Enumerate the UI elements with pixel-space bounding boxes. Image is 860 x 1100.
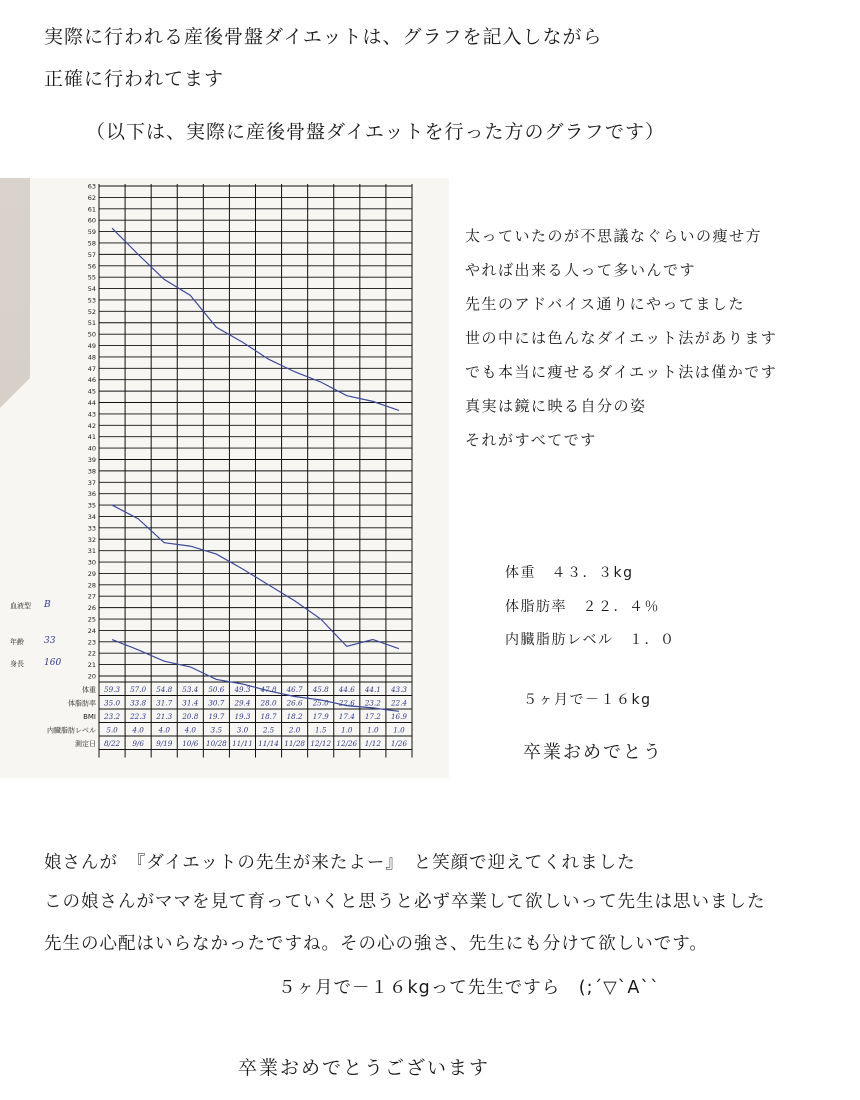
table-cell: 3.0 (236, 725, 249, 735)
y-tick-label: 22 (87, 649, 96, 658)
table-cell: 43.3 (390, 685, 407, 694)
y-tick-label: 37 (87, 478, 96, 487)
table-cell: 3.5 (210, 725, 223, 735)
chart-photo (0, 178, 449, 778)
table-cell: 47.8 (260, 685, 277, 694)
table-cell: 31.4 (182, 698, 199, 708)
poem-line: でも本当に痩せるダイエット法は僅かです (465, 363, 778, 381)
y-tick-label: 33 (87, 524, 96, 533)
y-tick-label: 43 (87, 410, 96, 419)
table-row-label: 体脂肪率 (68, 699, 96, 708)
table-row-label: 内臓脂肪レベル (47, 726, 96, 735)
y-tick-label: 56 (87, 262, 96, 271)
table-cell: 33.8 (130, 698, 147, 708)
y-tick-label: 39 (87, 455, 96, 464)
stat-visceral: 内臓脂肪レベル １．０ (505, 632, 676, 648)
y-tick-label: 23 (87, 638, 96, 647)
table-cell: 22.4 (390, 698, 407, 708)
table-cell: 19.3 (234, 712, 251, 721)
y-tick-label: 26 (87, 604, 96, 613)
table-cell: 4.0 (158, 725, 170, 735)
y-tick-label: 55 (87, 273, 96, 282)
table-cell: 17.9 (312, 712, 329, 721)
table-cell: 25.0 (312, 698, 329, 708)
y-tick-label: 53 (87, 296, 96, 305)
poem-line: 世の中には色んなダイエット法があります (465, 329, 778, 347)
y-tick-label: 47 (87, 364, 96, 373)
table-cell: 10/6 (182, 739, 199, 748)
table-cell: 16.9 (390, 712, 407, 721)
stat-weight: 体重 ４３．３kg (505, 565, 634, 581)
table-cell: 28.0 (260, 698, 277, 708)
table-cell: 5.0 (106, 725, 118, 735)
y-tick-label: 46 (87, 376, 96, 385)
side-label: 血液型 (10, 602, 31, 610)
table-row-label: 体重 (82, 686, 96, 694)
y-tick-label: 51 (87, 319, 96, 328)
y-tick-label: 27 (87, 592, 96, 601)
y-tick-label: 58 (87, 239, 96, 248)
table-cell: 1.5 (314, 725, 327, 735)
table-cell: 2.0 (288, 725, 301, 735)
y-tick-label: 32 (87, 535, 96, 544)
table-cell: 53.4 (182, 685, 199, 694)
poem-line: 真実は鏡に映る自分の姿 (465, 397, 647, 415)
y-tick-label: 57 (87, 250, 96, 259)
table-row-label: 測定日 (75, 740, 96, 748)
y-tick-label: 40 (87, 444, 96, 453)
y-tick-label: 30 (87, 558, 96, 567)
footer-line-4: ５ヶ月で－１６kgって先生ですら (;´▽`A`` (278, 978, 660, 998)
y-tick-label: 34 (87, 512, 96, 521)
table-cell: 10/28 (206, 739, 227, 748)
stat-congrats: 卒業おめでとう (523, 742, 663, 763)
poem-line: 太っていたのが不思議なぐらいの痩せ方 (465, 227, 763, 245)
y-tick-label: 48 (87, 353, 96, 362)
table-cell: 1/26 (390, 739, 408, 748)
table-cell: 18.2 (286, 712, 303, 721)
table-cell: 17.2 (364, 712, 381, 721)
table-cell: 9/19 (156, 739, 173, 748)
y-tick-label: 50 (87, 330, 96, 339)
table-cell: 54.8 (156, 685, 173, 694)
table-cell: 8/22 (103, 739, 121, 748)
table-cell: 29.4 (234, 698, 251, 708)
paper-sheet (0, 178, 449, 778)
y-tick-label: 31 (87, 547, 96, 556)
footer-line-2: この娘さんがママを見て育っていくと思うと必ず卒業して欲しいって先生は思いました (44, 892, 766, 912)
y-tick-label: 25 (87, 615, 96, 624)
table-cell: 31.7 (156, 698, 173, 708)
weight-chart (0, 178, 449, 778)
table-cell: 49.3 (234, 685, 251, 694)
side-label: 年齢 (10, 638, 24, 646)
side-label-value: 160 (44, 658, 62, 668)
y-tick-label: 20 (87, 672, 96, 681)
table-cell: 23.2 (364, 698, 381, 708)
y-tick-label: 41 (87, 433, 96, 442)
closing-message: 卒業おめでとうございます (238, 1057, 491, 1079)
table-cell: 23.2 (104, 712, 121, 721)
table-cell: 4.0 (132, 725, 144, 735)
table-cell: 57.0 (130, 685, 147, 694)
poem-line: それがすべてです (465, 431, 597, 449)
table-cell: 11/14 (258, 739, 279, 748)
intro-note: （以下は、実際に産後骨盤ダイエットを行った方のグラフです） (86, 121, 666, 143)
intro-line-2: 正確に行われてます (44, 68, 225, 90)
table-cell: 1.0 (367, 725, 379, 735)
table-cell: 1.0 (393, 725, 405, 735)
y-tick-label: 35 (87, 501, 96, 510)
stat-body-fat: 体脂肪率 ２２．４％ (505, 599, 660, 615)
stat-summary: ５ヶ月で－１６kg (523, 692, 652, 708)
table-cell: 18.7 (260, 712, 277, 721)
table-cell: 2.5 (262, 725, 275, 735)
y-tick-label: 62 (87, 193, 96, 202)
side-label-value: B (44, 600, 51, 610)
y-tick-label: 45 (87, 387, 96, 396)
y-tick-label: 38 (87, 467, 96, 476)
table-cell: 12/12 (310, 739, 332, 748)
side-label-value: 33 (44, 636, 56, 646)
table-cell: 22.3 (130, 712, 147, 721)
table-cell: 19.7 (208, 712, 225, 721)
y-tick-label: 44 (87, 399, 96, 408)
table-cell: 21.3 (156, 712, 173, 721)
table-cell: 11/28 (284, 739, 305, 748)
table-cell: 1.0 (341, 725, 353, 735)
table-cell: 9/6 (132, 739, 144, 748)
table-cell: 17.4 (338, 712, 355, 721)
poem-line: やれば出来る人って多いんです (465, 261, 697, 279)
table-cell: 22.6 (338, 698, 355, 708)
table-cell: 45.8 (312, 685, 329, 694)
table-cell: 44.6 (338, 685, 355, 694)
table-cell: 44.1 (364, 685, 381, 694)
table-cell: 50.6 (208, 685, 225, 694)
y-tick-label: 63 (87, 182, 96, 191)
y-tick-label: 29 (87, 569, 96, 578)
table-cell: 46.7 (286, 685, 303, 694)
y-tick-label: 28 (87, 581, 96, 590)
y-tick-label: 54 (87, 285, 96, 294)
footer-line-3: 先生の心配はいらなかったですね。その心の強さ、先生にも分けて欲しいです。 (44, 934, 708, 954)
table-cell: 30.7 (208, 698, 225, 708)
table-cell: 20.8 (182, 712, 199, 721)
y-tick-label: 21 (87, 661, 96, 670)
y-tick-label: 61 (87, 205, 96, 214)
table-cell: 59.3 (104, 685, 121, 694)
table-row-label: BMI (83, 713, 96, 721)
y-tick-label: 42 (87, 421, 96, 430)
table-cell: 26.6 (286, 698, 303, 708)
table-cell: 35.0 (104, 698, 121, 708)
y-tick-label: 49 (87, 342, 96, 351)
y-tick-label: 24 (87, 626, 96, 635)
poem-line: 先生のアドバイス通りにやってました (465, 295, 746, 313)
intro-line-1: 実際に行われる産後骨盤ダイエットは、グラフを記入しながら (44, 26, 603, 48)
table-cell: 12/26 (336, 739, 358, 748)
y-tick-label: 36 (87, 490, 96, 499)
y-tick-label: 60 (87, 216, 96, 225)
table-cell: 1/12 (364, 739, 381, 748)
side-label: 身長 (10, 660, 24, 668)
y-tick-label: 52 (87, 307, 96, 316)
footer-line-1: 娘さんが 『ダイエットの先生が来たよー』 と笑顔で迎えてくれました (44, 853, 636, 873)
y-tick-label: 59 (87, 228, 96, 237)
table-cell: 11/11 (232, 739, 253, 748)
table-cell: 4.0 (184, 725, 197, 735)
